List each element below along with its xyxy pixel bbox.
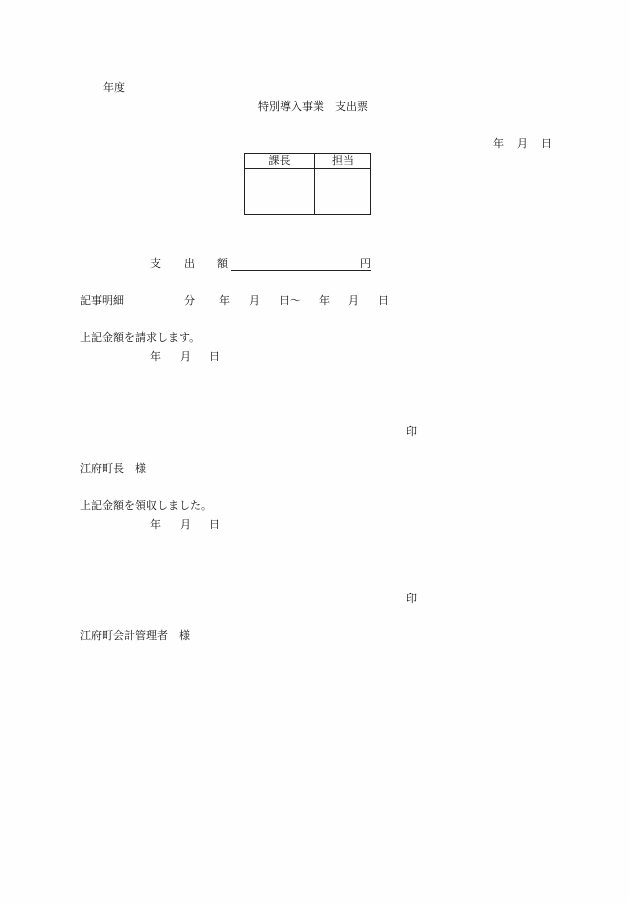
document-title: 特別導入事業 支出票 [258,100,368,113]
detail-label: 記事明細 [80,294,124,307]
amount-label-char3: 額 [217,257,228,270]
request-statement: 上記金額を請求します。 [80,331,201,344]
approval-stamp-table [244,153,371,215]
detail-from-month: 月 [249,294,260,307]
request-date-day: 日 [209,350,220,363]
detail-portion-label: 分 [184,294,195,307]
request-date-month: 月 [180,350,191,363]
date-day-label: 日 [541,137,552,150]
receipt-date-day: 日 [209,518,220,531]
approval-col-section-chief: 課長 [268,154,291,167]
receipt-addressee: 江府町会計管理者 様 [80,629,190,642]
detail-to-year: 年 [319,294,330,307]
amount-label-char2: 出 [184,257,195,270]
request-seal-mark: 印 [406,425,417,438]
request-date-year: 年 [150,350,161,363]
amount-label-char1: 支 [150,257,161,270]
date-month-label: 月 [517,137,528,150]
request-addressee: 江府町長 様 [80,462,146,475]
detail-to-day: 日 [378,294,389,307]
detail-from-day: 日〜 [279,294,301,307]
stamp-box-section-chief[interactable] [245,169,314,215]
receipt-seal-mark: 印 [406,592,417,605]
amount-underline [231,270,371,271]
receipt-date-year: 年 [150,518,161,531]
stamp-box-person-in-charge[interactable] [315,169,371,215]
detail-from-year: 年 [219,294,230,307]
receipt-statement: 上記金額を領収しました。 [80,499,212,512]
amount-field[interactable] [231,255,359,270]
approval-col-person-in-charge: 担当 [332,154,354,167]
detail-to-month: 月 [348,294,359,307]
date-year-label: 年 [493,137,504,150]
amount-unit-yen: 円 [360,257,371,270]
fiscal-year-label: 年度 [103,81,125,94]
receipt-date-month: 月 [180,518,191,531]
